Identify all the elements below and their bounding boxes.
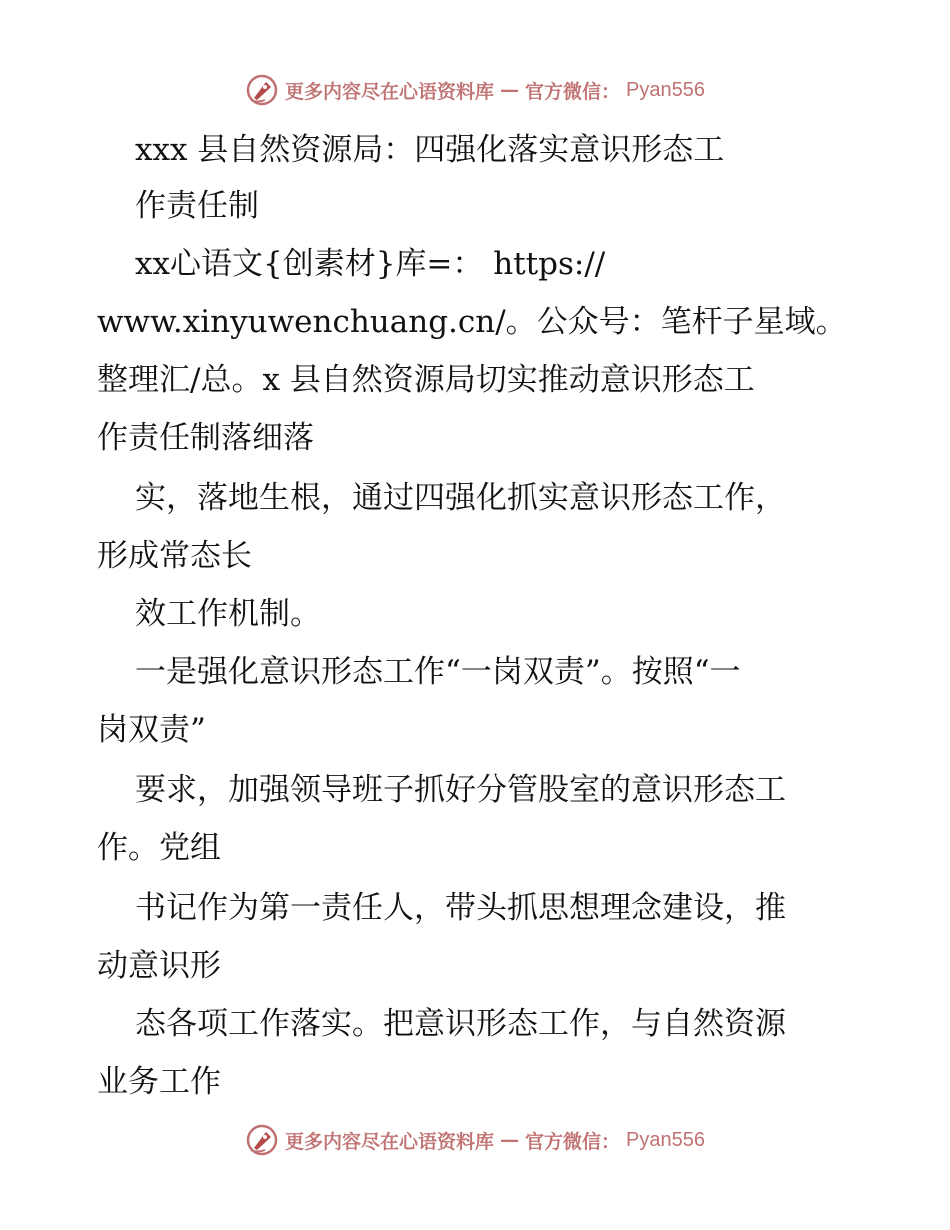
title-line-2: 作责任制: [135, 188, 259, 224]
body-line: 形成常态长: [97, 538, 252, 574]
body-line: 岗双责”: [97, 712, 206, 748]
body-line: 作。党组: [97, 830, 221, 866]
header-banner: [0, 70, 950, 110]
footer-banner: [0, 1120, 950, 1160]
body-line: xx心语文{创素材}库=： https://: [135, 246, 606, 282]
body-line: 要求，加强领导班子抓好分管股室的意识形态工: [135, 772, 786, 808]
body-line: 效工作机制。: [135, 596, 321, 632]
body-line: 动意识形: [97, 948, 221, 984]
banner-wechat-id: Pyan556: [626, 78, 705, 101]
body-line: 作责任制落细落: [97, 420, 314, 456]
banner-dash: —: [500, 79, 520, 101]
pen-nib-logo-icon: [245, 1123, 279, 1157]
banner-wechat-label: 官方微信：: [525, 80, 621, 103]
body-line: 实，落地生根，通过四强化抓实意识形态工作，: [135, 480, 786, 516]
banner-dash: —: [500, 1129, 520, 1151]
body-line: 书记作为第一责任人，带头抓思想理念建设，推: [135, 890, 786, 926]
body-line: 业务工作: [97, 1064, 221, 1100]
body-line: 整理汇/总。x 县自然资源局切实推动意识形态工: [97, 362, 755, 398]
body-line: www.xinyuwenchuang.cn/。公众号：笔杆子星域。: [97, 304, 847, 340]
body-line: 一是强化意识形态工作“一岗双责”。按照“一: [135, 654, 741, 690]
title-line-1: xxx 县自然资源局：四强化落实意识形态工: [135, 132, 725, 168]
banner-site-text: 更多内容尽在心语资料库: [285, 80, 495, 103]
banner-wechat-id: Pyan556: [626, 1128, 705, 1151]
banner-site-text: 更多内容尽在心语资料库: [285, 1130, 495, 1153]
banner-wechat-label: 官方微信：: [525, 1130, 621, 1153]
pen-nib-logo-icon: [245, 73, 279, 107]
body-line: 态各项工作落实。把意识形态工作，与自然资源: [135, 1006, 786, 1042]
